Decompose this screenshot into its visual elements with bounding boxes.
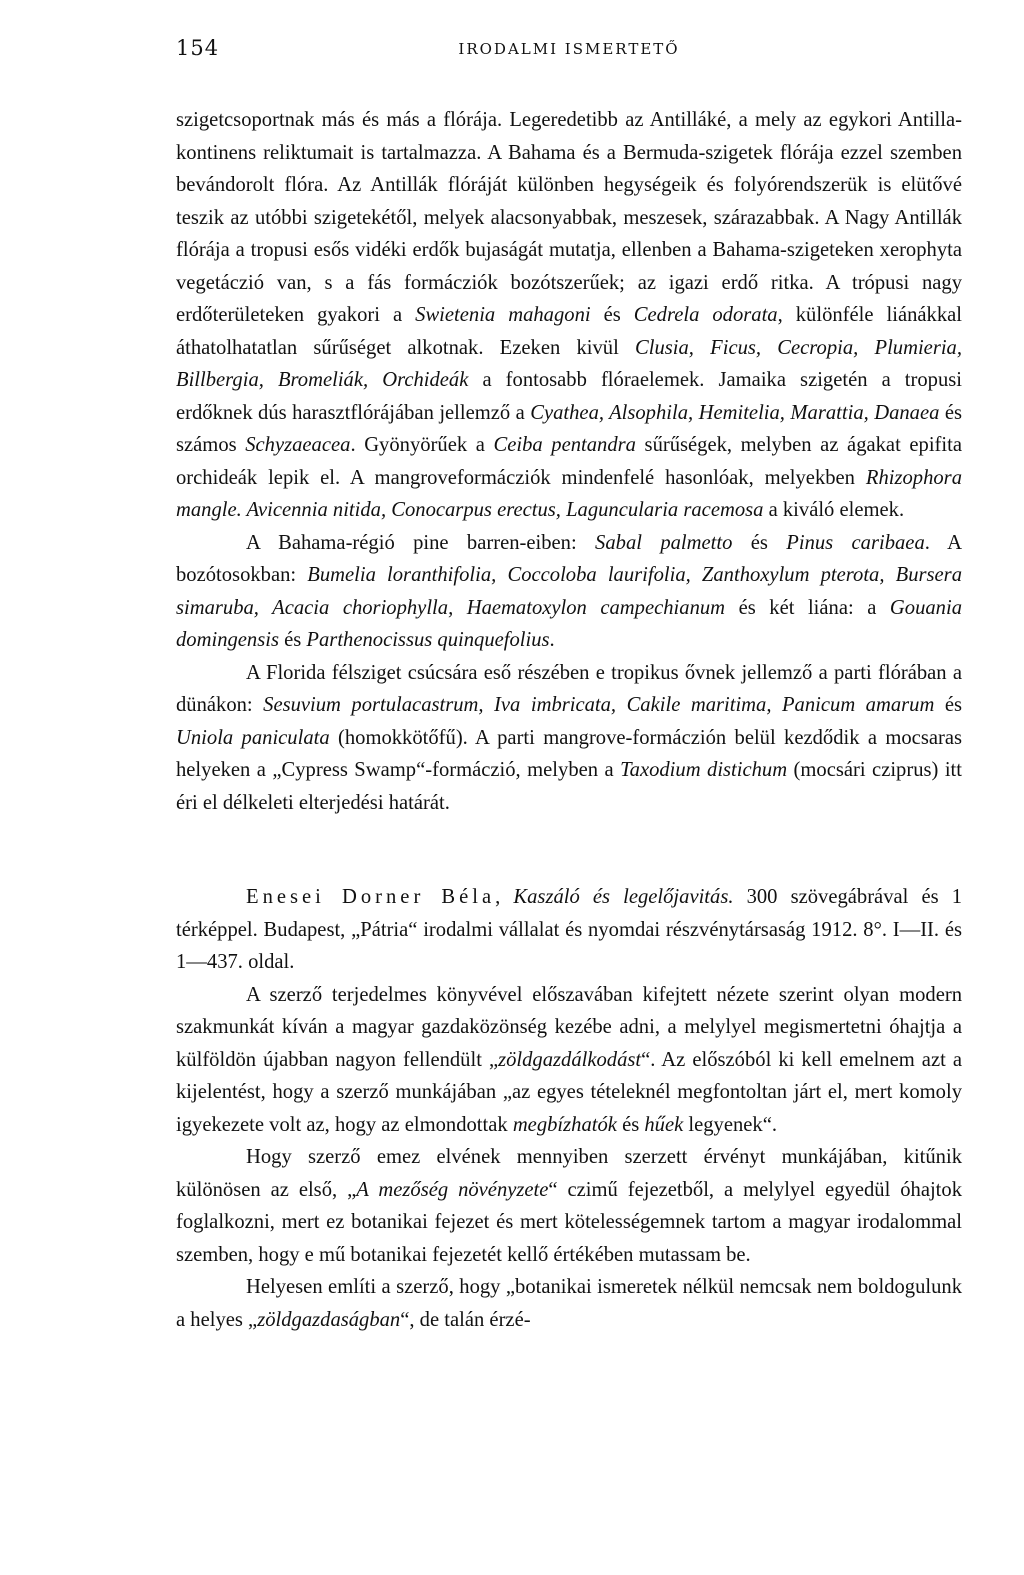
section-spacer xyxy=(176,819,962,881)
page-header xyxy=(176,28,962,68)
review-book-title: Kaszáló és legelőjavitás. xyxy=(513,886,734,908)
paragraph-antilles-flora: szigetcsoportnak más és más a flórája. Legeredetibb az Antilláké, a mely az egykori Antilla-kontinens reliktumait is tartalmazza. A Bahama és a Bermuda-szigetek flórája ezzel szemben bevándorolt flóra. Az Antillák flóráját különben hegységeik és folyórendszerük is elütővé teszik az utóbbi szigetekétől, melyek alacsonyabbak, meszesek, szárazabbak. A Nagy Antillák flórája a tropusi esős vidéki erdők bujaságát mutatja, ellenben a Bahama-szigeteken xerophyta vegetáczió van, s a fás formácziók bozótszerűek; az igazi erdő ritka. A trópusi nagy erdőterületeken gyakori a Swietenia mahagoni és Cedrela odorata, különféle liánákkal áthatolhatatlan sűrűséget alkotnak. Ezeken kivül Clusia, Ficus, Cecropia, Plumieria, Billbergia, Bromeliák, Orchideák a fontosabb flóraelemek. Jamaika szigetén a tropusi erdőknek dús harasztflórájában jellemző a Cyathea, Alsophila, Hemitelia, Marattia, Danaea és számos Schyzaeacea. Gyönyörűek a Ceiba pentandra sűrűségek, melyben az ágakat epifita orchideák lepik el. A mangroveformácziók mindenfelé hasonlóak, melyekben Rhizophora mangle. Avicennia nitida, Conocarpus erectus, Laguncularia racemosa a kiváló elemek. xyxy=(176,109,963,521)
paragraph-first-chapter: Hogy szerző emez elvének mennyiben szerzett érvényt munkájában, kitűnik különösen az első, „A mezőség növényzete“ czimű fejezetből, a melylyel egyedül óhajtok foglalkozni, mert ez botanikai fejezet és mert kötelességemnek tartom a magyar irodalommal szemben, hogy e mű botanikai fejezetét kellő értékében mutassam be. xyxy=(176,1146,962,1266)
running-head: IRODALMI ISMERTETŐ xyxy=(458,40,680,58)
page-number: 154 xyxy=(176,36,220,60)
page-body xyxy=(176,104,962,1336)
review-author: Enesei Dorner Béla xyxy=(246,886,496,908)
paragraph-botanical-knowledge: Helyesen említi a szerző, hogy „botanikai ismeretek nélkül nemcsak nem boldogulunk a helyes „zöldgazdaságban“, de talán érzé- xyxy=(176,1276,962,1331)
paragraph-florida: A Florida félsziget csúcsára eső részében e tropikus ővnek jellemző a parti flórában a dünákon: Sesuvium portulacastrum, Iva imbricata, Cakile maritima, Panicum amarum és Uniola paniculata (homokkötőfű). A parti mangrove-formáczión belül kezdődik a mocsaras helyeken a „Cypress Swamp“-formáczió, melyben a Taxodium distichum (mocsári cziprus) itt éri el délkeleti elterjedési határát. xyxy=(176,661,962,814)
paragraph-bahama-region: A Bahama-régió pine barren-eiben: Sabal palmetto és Pinus caribaea. A bozótosokban: Bumelia loranthifolia, Coccoloba laurifolia, Zanthoxylum pterota, Bursera simaruba, Acacia choriophylla, Haematoxylon campechianum és két liána: a Gouania domingensis és Parthenocissus quinquefolius. xyxy=(176,531,962,651)
review-citation: Enesei Dorner Béla, Kaszáló és legelőjavitás. 300 szövegábrával és 1 térképpel. Budapest, „Pátria“ irodalmi vállalat és nyomdai részvénytársaság 1912. 8°. I—II. és 1—437. oldal. xyxy=(176,886,962,973)
paragraph-preface: A szerző terjedelmes könyvével előszavában kifejtett nézete szerint olyan modern szakmunkát kíván a magyar gazdaközönség kezébe adni, a melylyel megismertetni óhajtja a külföldön újabban nagyon fellendült „zöldgazdálkodást“. Az előszóból ki kell emelnem azt a kijelentést, hogy a szerző munkájában „az egyes tételeknél megfontoltan járt el, mert komoly igyekezete volt az, hogy az elmondottak megbízhatók és hűek legyenek“. xyxy=(176,983,962,1136)
